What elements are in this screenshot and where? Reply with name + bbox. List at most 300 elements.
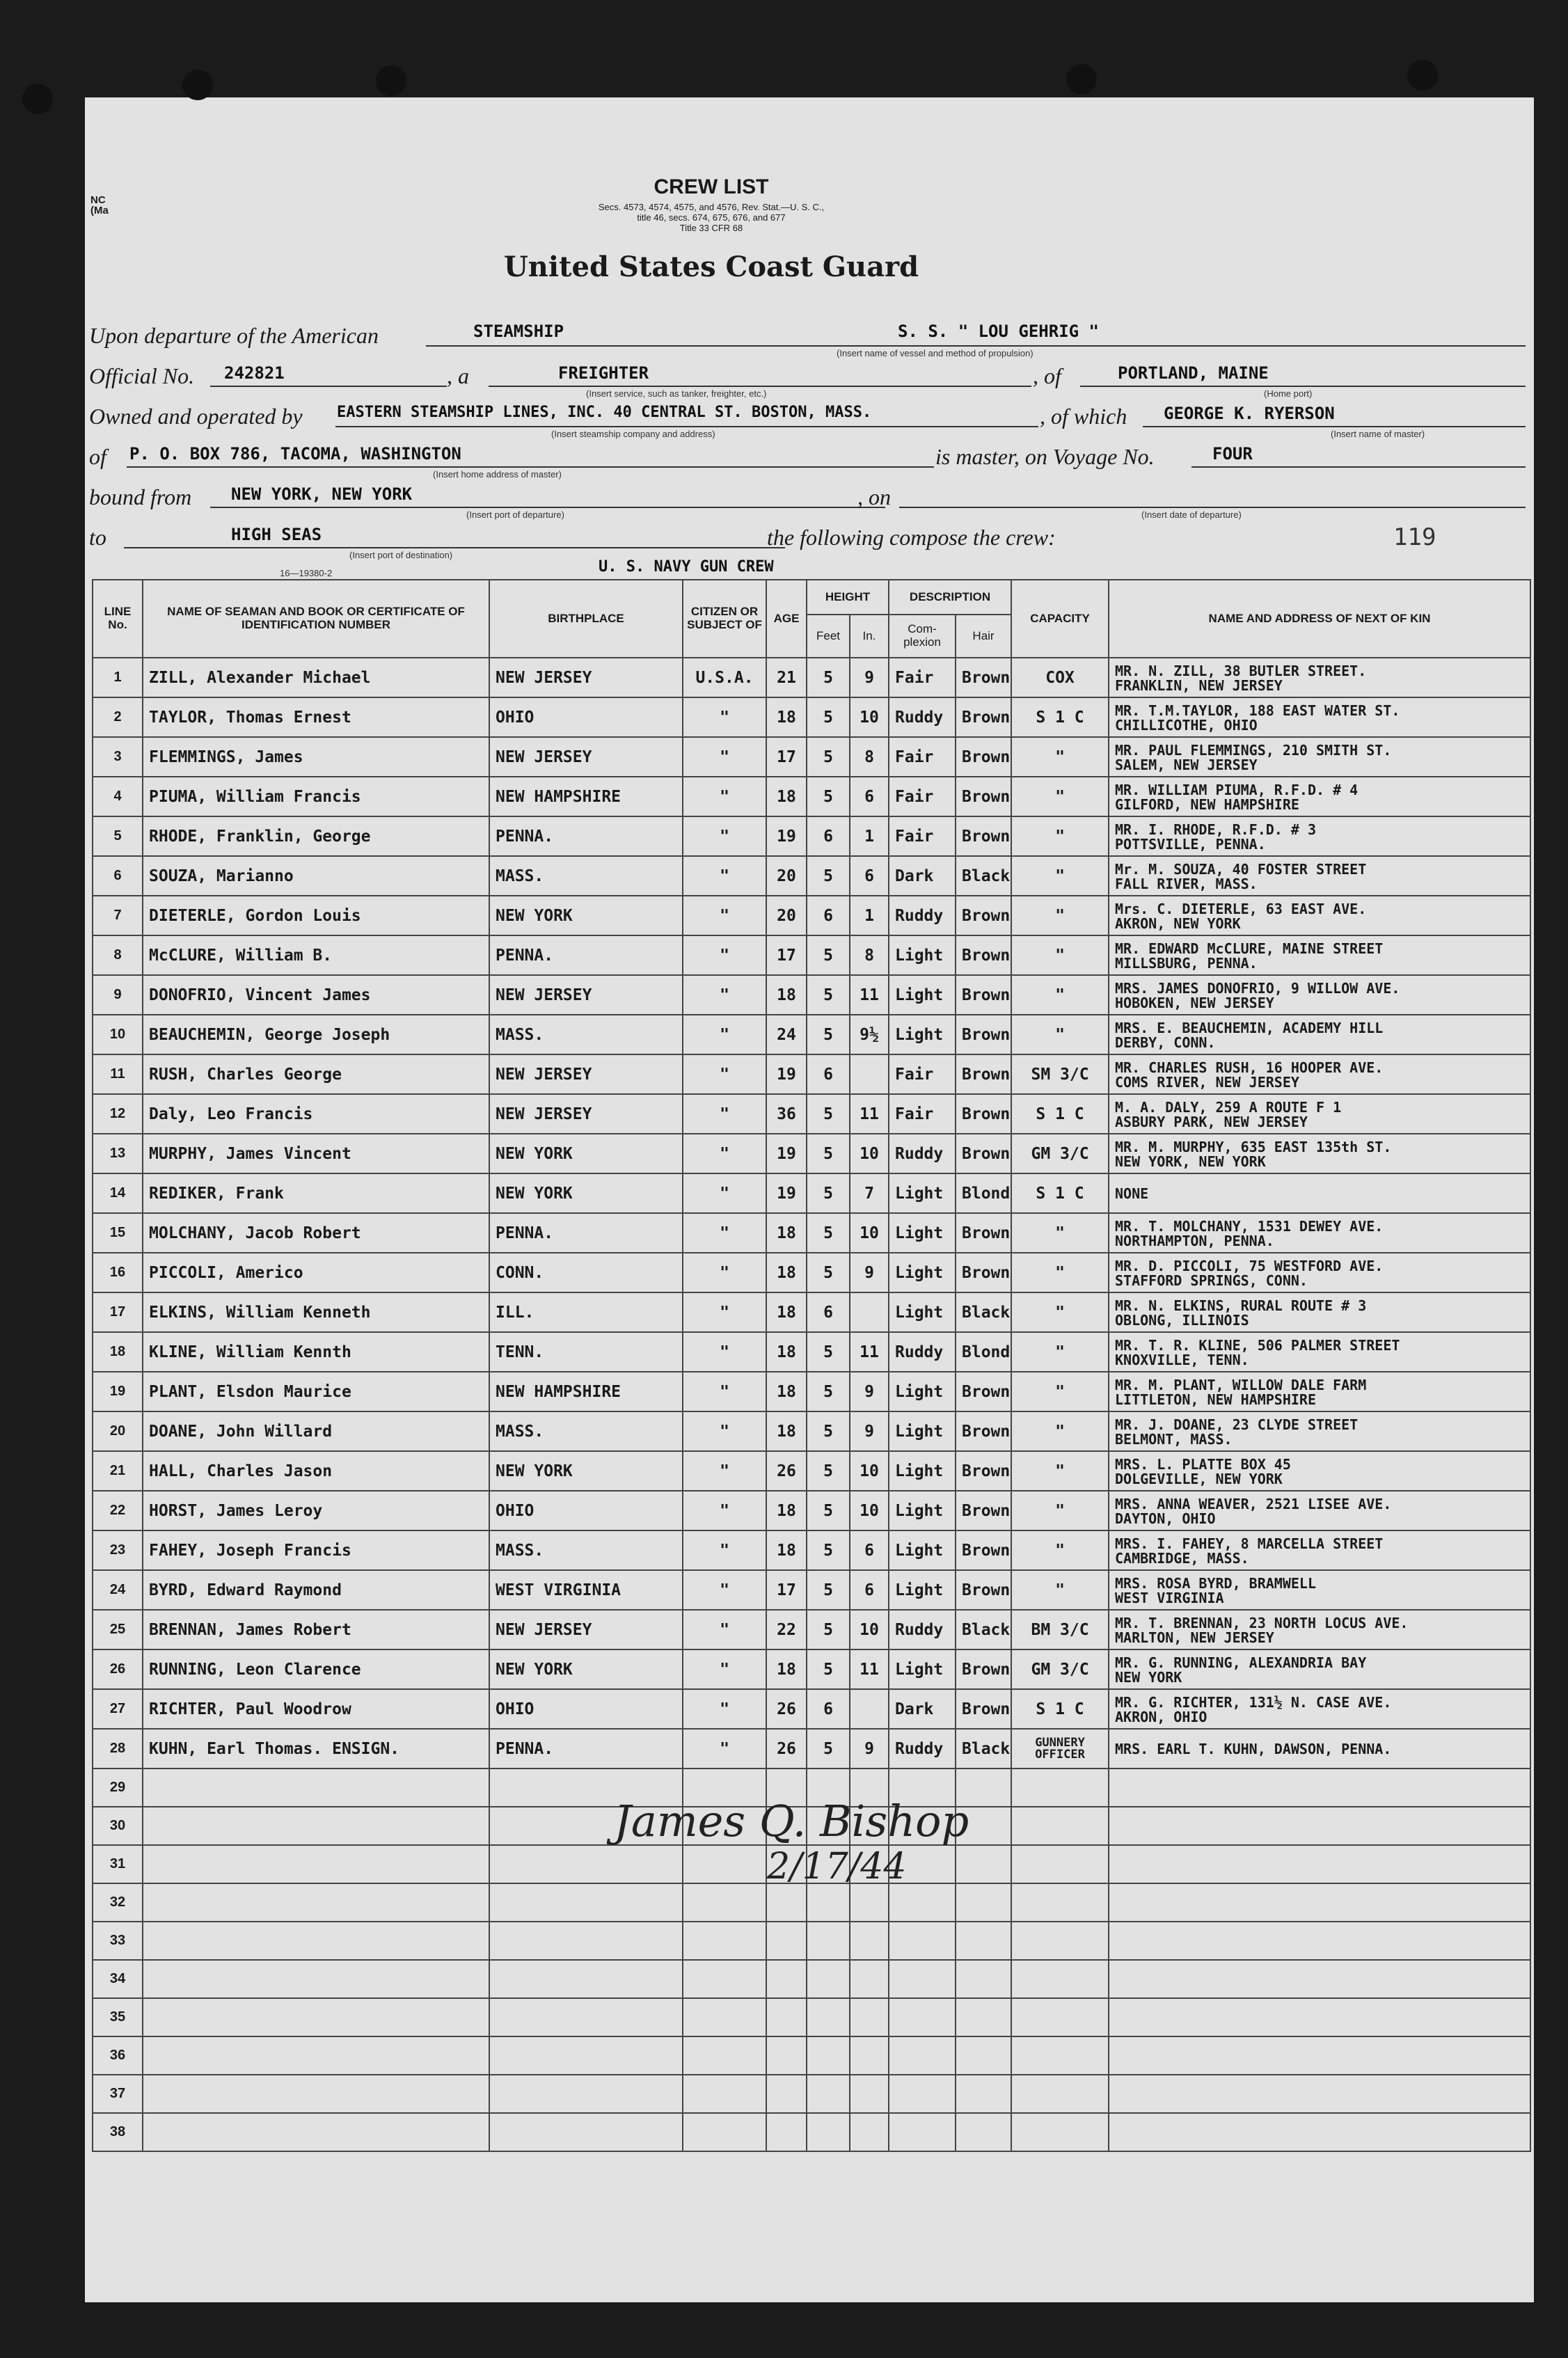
capacity-cell: S 1 C [1011,697,1109,737]
age-cell: 20 [766,896,807,935]
complexion-cell: Light [889,1292,956,1332]
empty-cell [807,1960,850,1998]
hair-cell: Brown [956,1451,1011,1491]
citizenship-cell: " [683,737,766,777]
citizenship-cell: " [683,1173,766,1213]
line-company [335,426,1038,427]
capacity-cell: " [1011,777,1109,816]
next-of-kin-line: MR. N. ZILL, 38 BUTLER STREET. [1115,662,1367,679]
line-no-cell: 30 [93,1807,143,1845]
next-of-kin-cell [1109,1292,1530,1332]
line-home-port [1080,386,1526,387]
next-of-kin-line: WEST VIRGINIA [1115,1589,1224,1606]
hair-cell: Blond [956,1173,1011,1213]
height-feet-cell: 5 [807,1451,850,1491]
line-to [124,547,785,548]
complexion-cell: Light [889,1649,956,1689]
capacity-cell: " [1011,1253,1109,1292]
table-row [93,777,1530,816]
table-header-row [93,580,1530,615]
hair-cell: Brown [956,1570,1011,1610]
birthplace-cell: ILL. [489,1292,683,1332]
birthplace-cell: NEW YORK [489,1649,683,1689]
statute-line: Secs. 4573, 4574, 4575, and 4576, Rev. Stat.—U. S. C., [598,202,825,212]
height-inches-cell: 9 [850,1253,889,1292]
empty-cell [807,2036,850,2075]
citizenship-cell: " [683,1491,766,1530]
empty-cell [850,2036,889,2075]
empty-cell [807,1998,850,2036]
table-row [93,737,1530,777]
value-official: 242821 [224,363,285,383]
hair-cell: Brown [956,975,1011,1015]
age-cell: 18 [766,1372,807,1411]
table-row [93,1253,1530,1292]
capacity-cell: COX [1011,658,1109,697]
hint-to: (Insert port of destination) [349,550,453,560]
height-inches-cell: 6 [850,777,889,816]
capacity-cell: " [1011,1292,1109,1332]
complexion-cell: Ruddy [889,1729,956,1769]
next-of-kin-line: MR. D. PICCOLI, 75 WESTFORD AVE. [1115,1257,1384,1274]
empty-cell [683,1998,766,2036]
complexion-cell: Light [889,1213,956,1253]
hint-home-port: (Home port) [1264,388,1313,399]
birthplace-cell: NEW JERSEY [489,737,683,777]
header-complexion: Com- plexion [889,615,956,658]
empty-cell [850,1960,889,1998]
value-voyage: FOUR [1212,444,1253,464]
capacity-cell: " [1011,1530,1109,1570]
next-of-kin-line: SALEM, NEW JERSEY [1115,756,1258,773]
header-hair: Hair [956,615,1011,658]
table-row [93,856,1530,896]
birthplace-cell: OHIO [489,697,683,737]
value-vessel-name: S. S. " LOU GEHRIG " [898,322,1099,341]
height-inches-cell: 9 [850,658,889,697]
label-following: the following compose the crew: [767,525,1056,550]
age-cell: 18 [766,1530,807,1570]
birthplace-cell: NEW JERSEY [489,975,683,1015]
header-name: NAME OF SEAMAN AND BOOK OR CERTIFICATE OF IDENTIFICATION NUMBER [143,580,489,658]
age-cell: 24 [766,1015,807,1054]
line-no-cell: 36 [93,2036,143,2075]
empty-cell [1011,2075,1109,2113]
complexion-cell: Fair [889,816,956,856]
height-feet-cell: 5 [807,1610,850,1649]
seaman-name-cell: PICCOLI, Americo [143,1253,489,1292]
capacity-cell: " [1011,737,1109,777]
citizenship-cell: " [683,1372,766,1411]
citizenship-cell: " [683,1530,766,1570]
complexion-cell: Light [889,1451,956,1491]
seaman-name-cell: BEAUCHEMIN, George Joseph [143,1015,489,1054]
line-vessel [426,345,1526,347]
age-cell: 19 [766,816,807,856]
line-no-cell: 14 [93,1173,143,1213]
line-no-cell: 18 [93,1332,143,1372]
age-cell: 26 [766,1729,807,1769]
citizenship-cell: " [683,1570,766,1610]
label-is-master: is master, on Voyage No. [935,444,1155,469]
empty-cell [889,2075,956,2113]
table-row [93,896,1530,935]
next-of-kin-line: NEW YORK [1115,1668,1182,1686]
next-of-kin-line: MRS. I. FAHEY, 8 MARCELLA STREET [1115,1535,1384,1552]
citizenship-cell: " [683,1411,766,1451]
next-of-kin-cell [1109,1411,1530,1451]
capacity-cell: " [1011,896,1109,935]
hint-vessel-name: (Insert name of vessel and method of propulsion) [837,348,1034,358]
next-of-kin-line: MR. T. R. KLINE, 506 PALMER STREET [1115,1336,1400,1354]
empty-cell [1011,1807,1109,1845]
statute-line: title 46, secs. 674, 675, 676, and 677 [637,212,786,223]
header-citizen: CITIZEN OR SUBJECT OF [683,580,766,658]
age-cell: 18 [766,1411,807,1451]
empty-cell [1109,2113,1530,2151]
height-feet-cell: 6 [807,816,850,856]
birthplace-cell: MASS. [489,1411,683,1451]
age-cell: 17 [766,1570,807,1610]
next-of-kin-line: KNOXVILLE, TENN. [1115,1351,1249,1368]
height-inches-cell: 10 [850,697,889,737]
next-of-kin-line: MR. G. RICHTER, 131½ N. CASE AVE. [1115,1693,1392,1711]
capacity-cell: " [1011,1570,1109,1610]
next-of-kin-line: MR. M. MURPHY, 635 EAST 135th ST. [1115,1138,1392,1155]
height-feet-cell: 5 [807,1173,850,1213]
next-of-kin-cell [1109,1610,1530,1649]
empty-cell [1011,1769,1109,1807]
table-row-empty [93,2113,1530,2151]
seaman-name-cell: PLANT, Elsdon Maurice [143,1372,489,1411]
next-of-kin-line: MILLSBURG, PENNA. [1115,954,1258,972]
complexion-cell: Light [889,1015,956,1054]
capacity-cell: S 1 C [1011,1689,1109,1729]
line-no-cell: 29 [93,1769,143,1807]
height-feet-cell: 5 [807,975,850,1015]
next-of-kin-cell [1109,816,1530,856]
age-cell: 18 [766,697,807,737]
hair-cell: Brown [956,1134,1011,1173]
line-no-cell: 25 [93,1610,143,1649]
age-cell: 18 [766,1253,807,1292]
next-of-kin-line: MR. CHARLES RUSH, 16 HOOPER AVE. [1115,1059,1384,1076]
complexion-cell: Fair [889,737,956,777]
hair-cell: Brown [956,816,1011,856]
height-inches-cell: 9 [850,1729,889,1769]
citizenship-cell: " [683,1610,766,1649]
next-of-kin-line: DOLGEVILLE, NEW YORK [1115,1470,1283,1487]
empty-cell [143,1769,489,1807]
table-row-empty [93,1883,1530,1922]
value-company: EASTERN STEAMSHIP LINES, INC. 40 CENTRAL ST. BOSTON, MASS. [337,404,872,421]
empty-cell [956,2036,1011,2075]
age-cell: 18 [766,777,807,816]
hair-cell: Brown [956,1411,1011,1451]
crew-list-document [85,97,1534,2302]
birthplace-cell: MASS. [489,856,683,896]
hint-from: (Insert port of departure) [466,509,564,520]
height-inches-cell: 9½ [850,1015,889,1054]
seaman-name-cell: HORST, James Leroy [143,1491,489,1530]
next-of-kin-line: MRS. ROSA BYRD, BRAMWELL [1115,1574,1316,1592]
table-row [93,935,1530,975]
age-cell: 18 [766,1649,807,1689]
document-title: CREW LIST [654,175,769,198]
empty-cell [683,1883,766,1922]
next-of-kin-line: MR. J. DOANE, 23 CLYDE STREET [1115,1416,1359,1433]
header-inches: In. [850,615,889,658]
line-no-cell: 22 [93,1491,143,1530]
empty-cell [766,1922,807,1960]
seaman-name-cell: DONOFRIO, Vincent James [143,975,489,1015]
empty-cell [850,2075,889,2113]
hair-cell: Blond [956,1332,1011,1372]
height-feet-cell: 5 [807,1372,850,1411]
capacity-cell: GUNNERY OFFICER [1011,1729,1109,1769]
next-of-kin-cell [1109,975,1530,1015]
value-from: NEW YORK, NEW YORK [231,484,413,504]
empty-cell [1011,1845,1109,1883]
seaman-name-cell: KUHN, Earl Thomas. ENSIGN. [143,1729,489,1769]
capacity-cell: " [1011,1411,1109,1451]
empty-cell [956,1922,1011,1960]
complexion-cell: Light [889,1570,956,1610]
line-no-cell: 4 [93,777,143,816]
line-no-cell: 37 [93,2075,143,2113]
height-inches-cell: 7 [850,1173,889,1213]
next-of-kin-line: MR. WILLIAM PIUMA, R.F.D. # 4 [1115,781,1359,798]
next-of-kin-cell [1109,1649,1530,1689]
line-no-cell: 6 [93,856,143,896]
empty-cell [489,2113,683,2151]
age-cell: 19 [766,1054,807,1094]
next-of-kin-cell [1109,1491,1530,1530]
age-cell: 18 [766,1491,807,1530]
seaman-name-cell: ELKINS, William Kenneth [143,1292,489,1332]
capacity-cell: SM 3/C [1011,1054,1109,1094]
line-no-cell: 3 [93,737,143,777]
seaman-name-cell: FLEMMINGS, James [143,737,489,777]
table-row-empty [93,2036,1530,2075]
next-of-kin-line: DAYTON, OHIO [1115,1510,1216,1527]
height-feet-cell: 5 [807,1570,850,1610]
empty-cell [1109,1998,1530,2036]
empty-cell [766,1998,807,2036]
height-feet-cell: 5 [807,1134,850,1173]
hair-cell: Brown [956,935,1011,975]
age-cell: 21 [766,658,807,697]
height-inches-cell: 10 [850,1451,889,1491]
capacity-cell: BM 3/C [1011,1610,1109,1649]
table-row-empty [93,1998,1530,2036]
next-of-kin-line: MR. PAUL FLEMMINGS, 210 SMITH ST. [1115,741,1392,759]
hair-cell: Brown [956,1213,1011,1253]
seaman-name-cell: TAYLOR, Thomas Ernest [143,697,489,737]
capacity-cell: " [1011,816,1109,856]
capacity-cell: GM 3/C [1011,1134,1109,1173]
age-cell: 18 [766,1292,807,1332]
height-inches-cell: 10 [850,1491,889,1530]
next-of-kin-cell [1109,658,1530,697]
age-cell: 19 [766,1134,807,1173]
line-no-cell: 24 [93,1570,143,1610]
line-no-cell: 10 [93,1015,143,1054]
page-number: 119 [1393,523,1436,551]
next-of-kin-line: NEW YORK, NEW YORK [1115,1153,1266,1170]
height-feet-cell: 5 [807,697,850,737]
form-code [90,195,109,216]
complexion-cell: Fair [889,658,956,697]
height-inches-cell: 8 [850,737,889,777]
birthplace-cell: PENNA. [489,935,683,975]
empty-cell [489,1998,683,2036]
hair-cell: Black [956,1610,1011,1649]
table-row [93,1411,1530,1451]
next-of-kin-cell [1109,1253,1530,1292]
next-of-kin-line: MR. T. MOLCHANY, 1531 DEWEY AVE. [1115,1217,1384,1235]
line-no-cell: 31 [93,1845,143,1883]
birthplace-cell: NEW HAMPSHIRE [489,777,683,816]
height-feet-cell: 5 [807,658,850,697]
hair-cell: Brown [956,1094,1011,1134]
citizenship-cell: " [683,1649,766,1689]
line-no-cell: 35 [93,1998,143,2036]
line-no-cell: 15 [93,1213,143,1253]
next-of-kin-line: MR. N. ELKINS, RURAL ROUTE # 3 [1115,1297,1367,1314]
line-from [210,507,885,508]
table-row [93,1054,1530,1094]
empty-cell [1011,2036,1109,2075]
line-no-cell: 28 [93,1729,143,1769]
empty-cell [889,1883,956,1922]
empty-cell [850,1998,889,2036]
empty-cell [956,1998,1011,2036]
hair-cell: Black [956,1292,1011,1332]
height-inches-cell [850,1292,889,1332]
complexion-cell: Light [889,1530,956,1570]
header-birthplace: BIRTHPLACE [489,580,683,658]
line-no-cell: 5 [93,816,143,856]
height-inches-cell: 1 [850,816,889,856]
height-feet-cell: 5 [807,1491,850,1530]
empty-cell [489,1883,683,1922]
next-of-kin-line: STAFFORD SPRINGS, CONN. [1115,1272,1308,1289]
seaman-name-cell: DOANE, John Willard [143,1411,489,1451]
next-of-kin-cell [1109,1689,1530,1729]
birthplace-cell: OHIO [489,1491,683,1530]
line-no-cell: 8 [93,935,143,975]
empty-cell [143,1960,489,1998]
line-no-cell: 12 [93,1094,143,1134]
complexion-cell: Light [889,1173,956,1213]
height-inches-cell: 6 [850,1530,889,1570]
empty-cell [143,2075,489,2113]
label-a: , a [447,363,469,388]
line-no-cell: 38 [93,2113,143,2151]
height-inches-cell: 10 [850,1213,889,1253]
hair-cell: Brown [956,896,1011,935]
header-description: DESCRIPTION [889,580,1011,615]
hair-cell: Brown [956,1491,1011,1530]
next-of-kin-line: LITTLETON, NEW HAMPSHIRE [1115,1391,1316,1408]
height-inches-cell: 6 [850,856,889,896]
next-of-kin-line: AKRON, OHIO [1115,1708,1207,1725]
citizenship-cell: " [683,1134,766,1173]
birthplace-cell: CONN. [489,1253,683,1292]
line-no-cell: 11 [93,1054,143,1094]
label-to: to [89,525,106,550]
birthplace-cell: NEW YORK [489,1451,683,1491]
seaman-name-cell: McCLURE, William B. [143,935,489,975]
complexion-cell: Light [889,935,956,975]
birthplace-cell: TENN. [489,1332,683,1372]
hint-service: (Insert service, such as tanker, freighter, etc.) [586,388,767,399]
next-of-kin-cell [1109,1094,1530,1134]
label-bound: bound from [89,484,192,509]
empty-cell [766,1960,807,1998]
header-age: AGE [766,580,807,658]
line-no-cell: 26 [93,1649,143,1689]
hint-company: (Insert steamship company and address) [551,429,715,439]
empty-cell [956,2113,1011,2151]
citizenship-cell: " [683,1094,766,1134]
label-of: , of [1033,363,1061,388]
line-no-cell: 17 [93,1292,143,1332]
header-capacity: CAPACITY [1011,580,1109,658]
empty-cell [143,1883,489,1922]
line-no-cell: 16 [93,1253,143,1292]
next-of-kin-cell [1109,1530,1530,1570]
height-feet-cell: 5 [807,1411,850,1451]
seaman-name-cell: RUSH, Charles George [143,1054,489,1094]
next-of-kin-line: CHILLICOTHE, OHIO [1115,716,1258,734]
age-cell: 26 [766,1451,807,1491]
citizenship-cell: " [683,935,766,975]
age-cell: 17 [766,935,807,975]
table-row [93,697,1530,737]
hair-cell: Brown [956,1253,1011,1292]
next-of-kin-line: BELMONT, MASS. [1115,1430,1233,1448]
next-of-kin-line: FRANKLIN, NEW JERSEY [1115,676,1283,694]
next-of-kin-line: NORTHAMPTON, PENNA. [1115,1232,1274,1249]
empty-cell [489,1922,683,1960]
height-inches-cell: 11 [850,975,889,1015]
empty-cell [683,2036,766,2075]
form-number: 16—19380-2 [280,568,333,578]
next-of-kin-line: OBLONG, ILLINOIS [1115,1311,1249,1329]
empty-cell [766,2075,807,2113]
table-row [93,1570,1530,1610]
empty-cell [683,2075,766,2113]
form-code-line: NC [90,194,106,206]
height-inches-cell: 8 [850,935,889,975]
hair-cell: Black [956,1729,1011,1769]
line-no-cell: 27 [93,1689,143,1729]
seaman-name-cell: KLINE, William Kennth [143,1332,489,1372]
next-of-kin-line: MRS. JAMES DONOFRIO, 9 WILLOW AVE. [1115,979,1400,997]
hair-cell: Brown [956,697,1011,737]
next-of-kin-cell [1109,935,1530,975]
hair-cell: Brown [956,1054,1011,1094]
seaman-name-cell: RHODE, Franklin, George [143,816,489,856]
complexion-cell: Light [889,1411,956,1451]
empty-cell [766,1883,807,1922]
age-cell: 18 [766,1213,807,1253]
seaman-name-cell: BYRD, Edward Raymond [143,1570,489,1610]
signature-date: 2/17/44 [767,1846,907,1888]
birthplace-cell: NEW JERSEY [489,658,683,697]
